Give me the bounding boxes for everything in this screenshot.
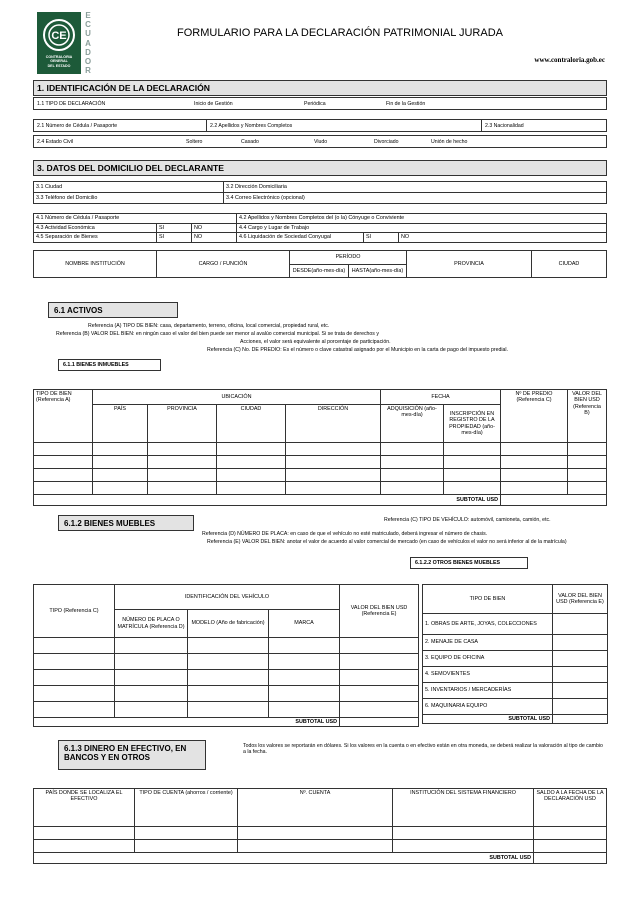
vehiculos-table — [33, 584, 419, 727]
otros-subtotal-label: SUBTOTAL USD — [423, 715, 553, 724]
website[interactable]: www.contraloria.gob.ec — [534, 56, 605, 64]
col-tipo-otros: TIPO DE BIEN — [423, 585, 553, 614]
inicio-gestion-option[interactable]: Inicio de Gestión — [194, 101, 233, 107]
conyuge-table — [33, 213, 607, 243]
col-numero-cuenta: Nº. CUENTA — [238, 789, 393, 827]
col-tipo-bien: TIPO DE BIEN (Referencia A) — [34, 390, 93, 443]
table-row[interactable] — [34, 686, 419, 702]
table-row[interactable] — [34, 638, 419, 654]
muebles-ref-e: Referencia (E) VALOR DEL BIEN: anotar el valor de acuerdo al valor comercial de mercado (en caso de vehículos el valor no será inferior al de la matrícula) — [207, 539, 567, 545]
activos-ref-c: Referencia (C) No. DE PREDIO: Es el número o clave catastral asignado por el Municipio en la carta de pago del impuesto predial. — [207, 347, 509, 353]
otros-bienes-table — [422, 584, 608, 724]
actividad-label: 4.3 Actividad Económica — [34, 224, 157, 233]
table-row[interactable] — [34, 702, 419, 718]
union-hecho-option[interactable]: Unión de hecho — [431, 139, 468, 145]
vehiculos-subtotal-label: SUBTOTAL USD — [34, 718, 340, 727]
col-direccion: DIRECCIÓN — [286, 405, 381, 443]
col-pais-efectivo: PAÍS DONDE SE LOCALIZA EL EFECTIVO — [34, 789, 135, 827]
activos-title: 6.1 ACTIVOS — [48, 302, 178, 318]
logo — [37, 12, 81, 74]
svg-text:CE: CE — [51, 30, 67, 42]
dinero-subtotal-label: SUBTOTAL USD — [34, 853, 534, 864]
section-1-title: 1. IDENTIFICACIÓN DE LA DECLARACIÓN — [33, 80, 607, 96]
cargo-lugar-label[interactable]: 4.4 Cargo y Lugar de Trabajo — [237, 224, 607, 233]
col-inscripcion: INSCRIPCIÓN EN REGISTRO DE LA PROPIEDAD (año-mes-día) — [444, 405, 501, 443]
list-item[interactable]: 3. EQUIPO DE OFICINA — [423, 651, 608, 667]
col-periodo: PERÍODO — [290, 251, 407, 265]
identidad-row — [33, 119, 607, 132]
dinero-note: Todos los valores se reportarán en dólares. Si los valores en la cuenta o en efectivo están en otra moneda, se deberá realizar la valoración al tipo de cambio a la fecha. — [243, 743, 603, 755]
table-row[interactable] — [34, 827, 607, 840]
table-row[interactable] — [34, 443, 607, 456]
table-row[interactable] — [34, 654, 419, 670]
list-item[interactable]: 5. INVENTARIOS / MERCADERÍAS — [423, 683, 608, 699]
cedula-label: 2.1 Número de Cédula / Pasaporte — [37, 123, 118, 129]
dinero-table — [33, 788, 607, 864]
tipo-declaracion-label: 1.1 TIPO DE DECLARACIÓN — [37, 101, 106, 107]
estado-civil-label: 2.4 Estado Civil — [37, 139, 74, 145]
table-row[interactable] — [34, 469, 607, 482]
col-provincia: PROVINCIA — [407, 251, 532, 278]
list-item[interactable]: 2. MENAJE DE CASA — [423, 635, 608, 651]
separacion-label: 4.5 Separación de Bienes — [34, 233, 157, 242]
col-institucion-financiera: INSTITUCIÓN DEL SISTEMA FINANCIERO — [393, 789, 534, 827]
col-fecha: FECHA — [381, 390, 501, 405]
conyuge-cedula-label[interactable]: 4.1 Número de Cédula / Pasaporte — [34, 214, 237, 224]
estado-civil-row — [33, 135, 607, 148]
col-adquisicion: ADQUISICIÓN (año-mes-día) — [381, 405, 444, 443]
table-row[interactable] — [34, 670, 419, 686]
fin-gestion-option[interactable]: Fin de la Gestión — [386, 101, 426, 107]
telefono-label[interactable]: 3.3 Teléfono del Domicilio — [34, 193, 224, 204]
dinero-title: 6.1.3 DINERO EN EFECTIVO, EN BANCOS Y EN OTROS — [58, 740, 206, 770]
col-hasta: HASTA(año-mes-día) — [349, 265, 407, 278]
col-tipo-vehiculo: TIPO (Referencia C) — [34, 585, 115, 638]
domicilio-table — [33, 181, 607, 204]
inmuebles-title: 6.1.1 BIENES INMUEBLES — [58, 359, 161, 371]
list-item[interactable]: 4. SEMOVIENTES — [423, 667, 608, 683]
dinero-subtotal-value[interactable] — [534, 853, 607, 864]
casado-option[interactable]: Casado — [241, 139, 259, 145]
col-valor-vehiculo: VALOR DEL BIEN USD (Referencia E) — [340, 585, 419, 638]
table-row[interactable] — [34, 840, 607, 853]
col-ubicacion: UBICACIÓN — [93, 390, 381, 405]
col-cargo: CARGO / FUNCIÓN — [157, 251, 290, 278]
contraloria-seal-icon — [37, 14, 81, 56]
col-valor-otros: VALOR DEL BIEN USD (Referencia E) — [553, 585, 608, 614]
col-provincia-inm: PROVINCIA — [148, 405, 217, 443]
col-ciudad: CIUDAD — [532, 251, 607, 278]
direccion-label[interactable]: 3.2 Dirección Domiciliaria — [224, 182, 607, 193]
otros-bienes-title: 6.1.2.2 OTROS BIENES MUEBLES — [410, 557, 528, 569]
tipo-declaracion-row — [33, 97, 607, 110]
col-institucion: NOMBRE INSTITUCIÓN — [34, 251, 157, 278]
table-row[interactable] — [34, 482, 607, 495]
activos-ref-b: Referencia (B) VALOR DEL BIEN: en ningún caso el valor del bien puede ser menor al avalúo comercial municipal. Si se trata de derechos y — [56, 331, 379, 337]
divorciado-option[interactable]: Divorciado — [374, 139, 399, 145]
col-ciudad-inm: CIUDAD — [217, 405, 286, 443]
muebles-ref-c: Referencia (C) TIPO DE VEHÍCULO: automóvil, camioneta, camión, etc. — [384, 517, 551, 523]
liquidacion-no[interactable]: NO — [399, 233, 607, 242]
inmuebles-subtotal-value[interactable] — [501, 495, 607, 506]
separacion-no[interactable]: NO — [192, 233, 237, 242]
actividad-no[interactable]: NO — [192, 224, 237, 233]
col-modelo: MODELO (Año de fabricación) — [188, 610, 269, 638]
col-valor-bien: VALOR DEL BIEN USD (Referencia B) — [568, 390, 607, 443]
trabajo-table — [33, 250, 607, 278]
ciudad-label[interactable]: 3.1 Ciudad — [34, 182, 224, 193]
periodica-option[interactable]: Periódica — [304, 101, 326, 107]
col-tipo-cuenta: TIPO DE CUENTA (ahorros / corriente) — [135, 789, 238, 827]
apellidos-label: 2.2 Apellidos y Nombres Completos — [210, 123, 293, 129]
activos-ref-b2: Acciones, el valor será equivalente al porcentaje de participación. — [240, 339, 391, 345]
page-title: FORMULARIO PARA LA DECLARACIÓN PATRIMONIAL JURADA — [177, 27, 503, 39]
vehiculos-subtotal-value[interactable] — [340, 718, 419, 727]
activos-ref-a: Referencia (A) TIPO DE BIEN: casa, departamento, terreno, oficina, local comercial, propiedad rural, etc. — [88, 323, 330, 329]
list-item[interactable]: 1. OBRAS DE ARTE, JOYAS, COLECCIONES — [423, 614, 608, 635]
col-desde: DESDE(año-mes-día) — [290, 265, 349, 278]
inmuebles-table — [33, 389, 607, 506]
muebles-ref-d: Referencia (D) NÚMERO DE PLACA: en caso de que el vehículo no esté matriculado, deberá ingresar el número de chasis. — [202, 531, 488, 537]
muebles-title: 6.1.2 BIENES MUEBLES — [58, 515, 194, 531]
liquidacion-si[interactable]: SI — [364, 233, 399, 242]
col-identificacion: IDENTIFICACIÓN DEL VEHÍCULO — [115, 585, 340, 610]
col-pais: PAÍS — [93, 405, 148, 443]
nacionalidad-label: 2.3 Nacionalidad — [485, 123, 524, 129]
separacion-si[interactable]: SI — [157, 233, 192, 242]
soltero-option[interactable]: Soltero — [186, 139, 203, 145]
conyuge-nombres-label[interactable]: 4.2 Apellidos y Nombres Completos del (o la) Cónyuge o Conviviente — [237, 214, 607, 224]
list-item[interactable]: 6. MAQUINARIA EQUIPO — [423, 699, 608, 715]
inmuebles-subtotal-label: SUBTOTAL USD — [34, 495, 501, 506]
liquidacion-label: 4.6 Liquidación de Sociedad Conyugal — [237, 233, 364, 242]
logo-letters: E C U A D O R — [84, 11, 92, 76]
logo-caption: CONTRALORIA GENERAL DEL ESTADO — [45, 55, 73, 68]
col-marca: MARCA — [269, 610, 340, 638]
actividad-si[interactable]: SI — [157, 224, 192, 233]
correo-label[interactable]: 3.4 Correo Electrónico (opcional) — [224, 193, 607, 204]
section-3-title: 3. DATOS DEL DOMICILIO DEL DECLARANTE — [33, 160, 607, 176]
table-row[interactable] — [34, 456, 607, 469]
col-placa: NÚMERO DE PLACA O MATRÍCULA (Referencia D) — [115, 610, 188, 638]
otros-subtotal-value[interactable] — [553, 715, 608, 724]
col-predio: Nº DE PREDIO (Referencia C) — [501, 390, 568, 443]
viudo-option[interactable]: Viudo — [314, 139, 328, 145]
col-saldo: SALDO A LA FECHA DE LA DECLARACIÓN USD — [534, 789, 607, 827]
